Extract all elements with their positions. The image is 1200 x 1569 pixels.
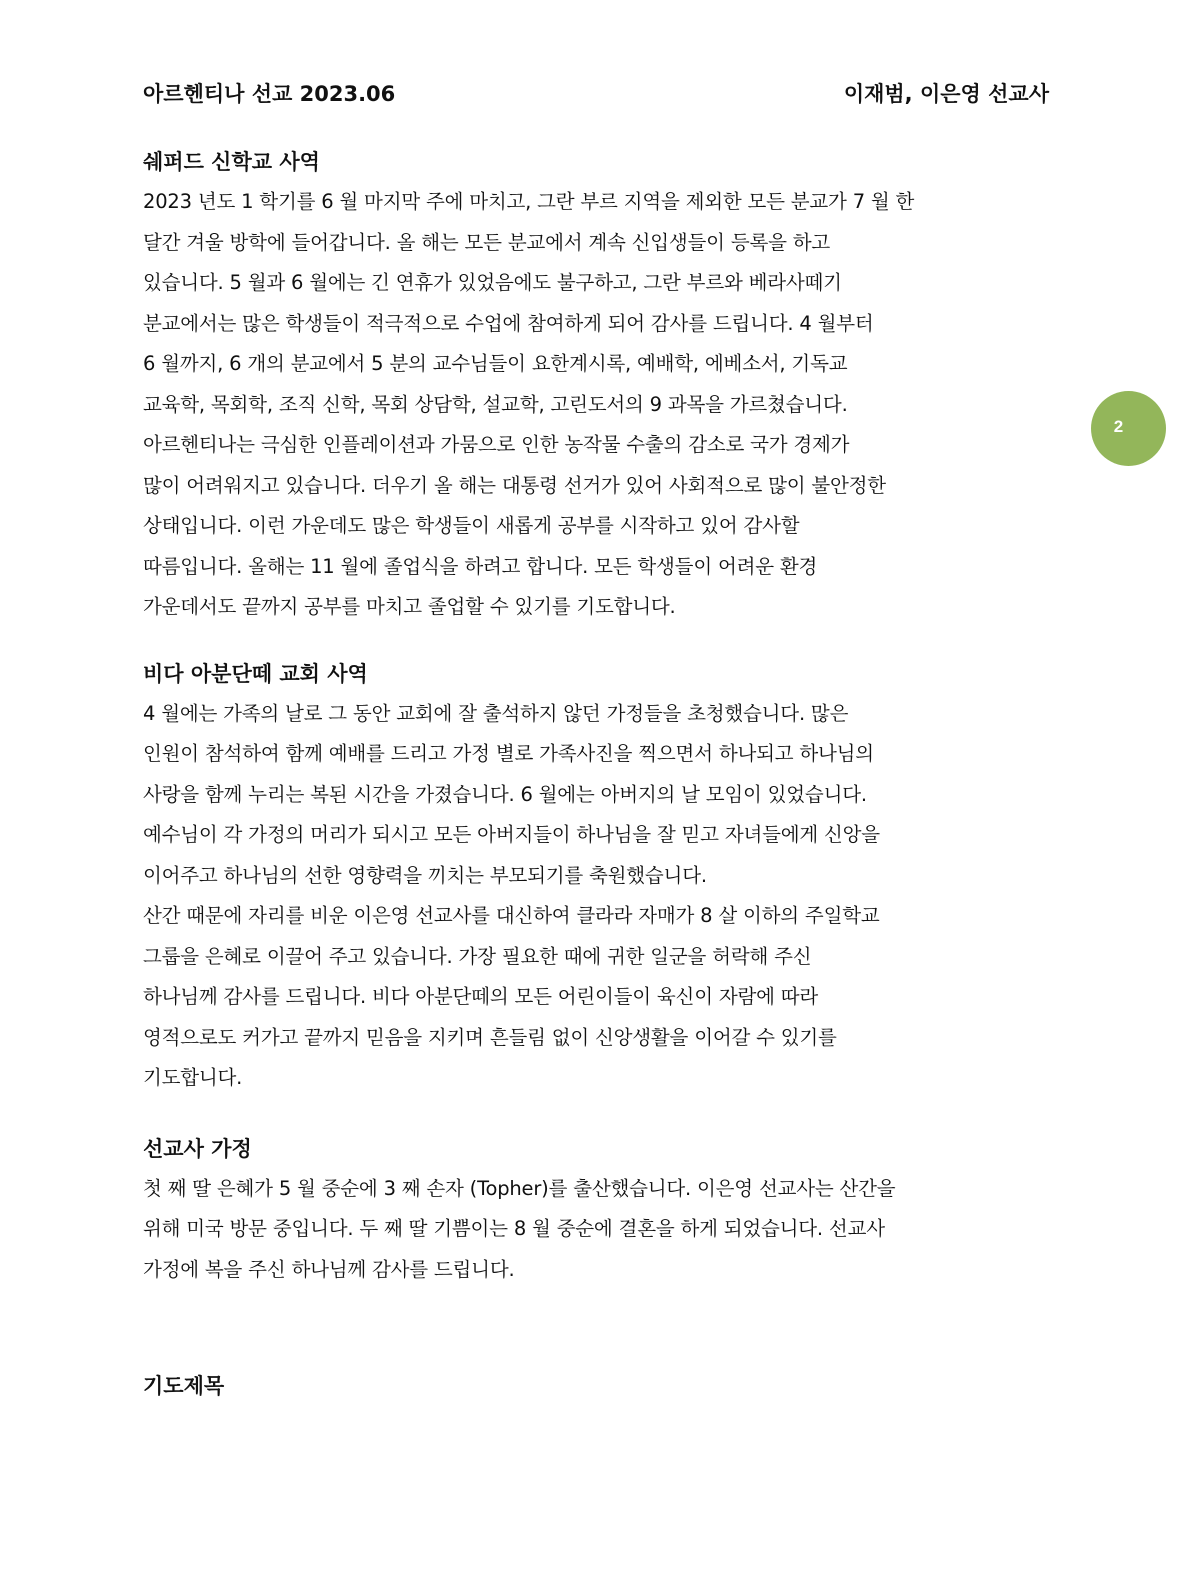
section-title: 기도제목 (143, 1374, 225, 1398)
paragraph-line: 그룹을 은혜로 이끌어 주고 있습니다. 가장 필요한 때에 귀한 일군을 허락해 주신 (143, 944, 812, 968)
paragraph-line: 가운데서도 끝까지 공부를 마치고 졸업할 수 있기를 기도합니다. (143, 595, 676, 618)
header-authors: 이재범, 이은영 선교사 (843, 82, 1049, 106)
paragraph-line: 4 월에는 가족의 날로 그 동안 교회에 잘 출석하지 않던 가정들을 초청했습니다. 많은 (143, 701, 849, 725)
section-church (143, 658, 1063, 1099)
page-number-badge (1091, 391, 1166, 466)
paragraph-line: 아르헨티나는 극심한 인플레이션과 가뭄으로 인한 농작물 수출의 감소로 국가 경제가 (143, 433, 850, 456)
paragraph-line: 첫 째 딸 은혜가 5 월 중순에 3 째 손자 (Topher)를 출산했습니다. 이은영 선교사는 산간을 (143, 1176, 896, 1200)
paragraph-line: 예수님이 각 가정의 머리가 되시고 모든 아버지들이 하나님을 잘 믿고 자녀들에게 신앙을 (143, 823, 880, 846)
paragraph-line: 있습니다. 5 월과 6 월에는 긴 연휴가 있었음에도 불구하고, 그란 부르와 베라사떼기 (143, 271, 842, 294)
paragraph-line: 영적으로도 커가고 끝까지 믿음을 지키며 흔들림 없이 신앙생활을 이어갈 수 있기를 (143, 1025, 837, 1049)
page-number: 2 (1113, 417, 1124, 436)
paragraph-line: 기도합니다. (143, 1066, 243, 1089)
header-title: 아르헨티나 선교 2023.06 (143, 82, 396, 106)
paragraph-line: 많이 어려워지고 있습니다. 더우기 올 해는 대통령 선거가 있어 사회적으로 많이 불안정한 (143, 473, 886, 497)
paragraph-line: 따름입니다. 올해는 11 월에 졸업식을 하려고 합니다. 모든 학생들이 어려운 환경 (143, 554, 818, 578)
section-title: 선교사 가정 (143, 1136, 252, 1161)
paragraph-line: 인원이 참석하여 함께 예배를 드리고 가정 별로 가족사진을 찍으면서 하나되고 하나님의 (143, 742, 874, 765)
paragraph-line: 달간 겨울 방학에 들어갑니다. 올 해는 모든 분교에서 계속 신입생들이 등록을 하고 (143, 230, 831, 254)
paragraph-line: 하나님께 감사를 드립니다. 비다 아분단떼의 모든 어린이들이 육신이 자람에 따라 (143, 985, 819, 1008)
section-title: 비다 아분단떼 교회 사역 (143, 661, 368, 686)
paragraph-line: 위해 미국 방문 중입니다. 두 째 딸 기쁨이는 8 월 중순에 결혼을 하게 되었습니다. 선교사 (143, 1217, 885, 1240)
paragraph-line: 2023 년도 1 학기를 6 월 마지막 주에 마치고, 그란 부르 지역을 제외한 모든 분교가 7 월 한 (143, 190, 915, 213)
paragraph-line: 상태입니다. 이런 가운데도 많은 학생들이 새롭게 공부를 시작하고 있어 감사할 (143, 514, 800, 537)
section-prayer (143, 1370, 1063, 1402)
paragraph-line: 산간 때문에 자리를 비운 이은영 선교사를 대신하여 클라라 자매가 8 살 이하의 주일학교 (143, 904, 880, 927)
paragraph-line: 교육학, 목회학, 조직 신학, 목회 상담학, 설교학, 고린도서의 9 과목을 가르쳤습니다. (143, 392, 848, 416)
paragraph-line: 가정에 복을 주신 하나님께 감사를 드립니다. (143, 1257, 515, 1281)
paragraph-line: 6 월까지, 6 개의 분교에서 5 분의 교수님들이 요한계시록, 예배학, 에베소서, 기독교 (143, 352, 848, 375)
document-body (143, 146, 1063, 1406)
section-title: 쉐퍼드 신학교 사역 (143, 150, 320, 174)
page-header (143, 76, 1049, 116)
paragraph-line: 이어주고 하나님의 선한 영향력을 끼치는 부모되기를 축원했습니다. (143, 863, 707, 887)
paragraph-line: 분교에서는 많은 학생들이 적극적으로 수업에 참여하게 되어 감사를 드립니다. 4 월부터 (143, 311, 874, 335)
paragraph-line: 사랑을 함께 누리는 복된 시간을 가졌습니다. 6 월에는 아버지의 날 모임이 있었습니다. (143, 782, 867, 806)
section-seminary (143, 146, 1063, 628)
section-family (143, 1133, 1063, 1291)
